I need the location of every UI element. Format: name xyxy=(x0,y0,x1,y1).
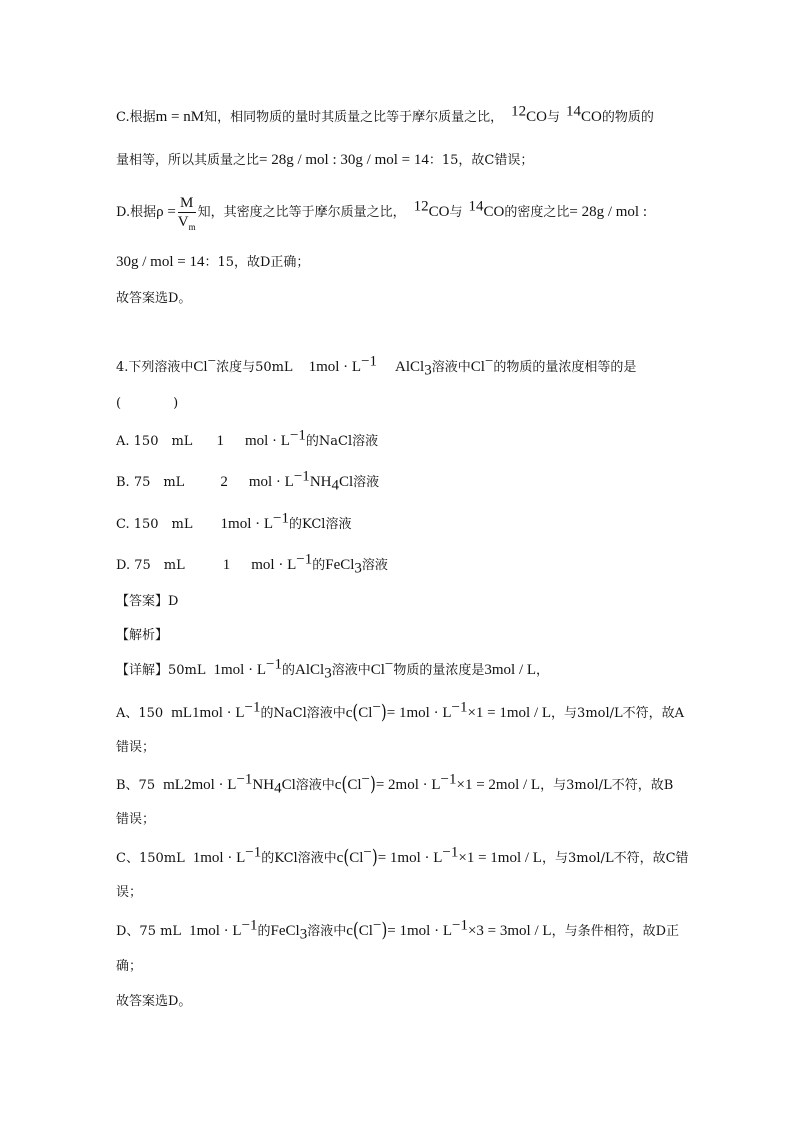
text: ，与3mol/L不符，故A xyxy=(551,706,685,721)
exponent: −1 xyxy=(296,551,313,568)
text: 的物质的量浓度相等的是 xyxy=(493,360,637,375)
text: A. 150 mL xyxy=(116,434,193,449)
formula: NH xyxy=(309,474,332,490)
detail-row-b-cont xyxy=(116,810,155,830)
formula: FeCl xyxy=(325,557,355,573)
text: 4.下列溶液中 xyxy=(116,360,194,375)
text: V xyxy=(177,214,189,230)
formula: Cl xyxy=(281,777,296,793)
formula: 1mol · L xyxy=(220,516,274,532)
answer-label: 【答案】D xyxy=(116,594,179,609)
formula: CO xyxy=(526,109,547,125)
section-d-line1 xyxy=(116,194,647,231)
density-fraction xyxy=(178,194,196,231)
option-d xyxy=(116,551,388,577)
formula: CO xyxy=(580,109,602,125)
text: 溶液 xyxy=(361,558,388,573)
text: 误； xyxy=(116,885,143,900)
charge: − xyxy=(484,353,494,370)
text: D、75 mL xyxy=(116,924,182,939)
text: C. 150 mL xyxy=(116,517,193,532)
text: 的KCl溶液 xyxy=(289,517,352,532)
text: 【详解】50mL xyxy=(116,663,206,678)
formula: ×3 = 3mol / L xyxy=(467,923,552,939)
formula: FeCl xyxy=(270,923,300,939)
formula: c xyxy=(346,923,353,939)
formula: Cl xyxy=(370,662,385,678)
text: 量相等，所以其质量之比 xyxy=(116,153,260,168)
text: ， xyxy=(536,663,550,678)
isotope-mark: 14 xyxy=(468,198,484,215)
formula: mol · L xyxy=(251,557,297,573)
formula: 30g / mol = 14 xyxy=(116,254,205,270)
text: B. 75 mL xyxy=(116,475,185,490)
analysis-line xyxy=(116,626,168,646)
text: 溶液中 xyxy=(431,360,471,375)
text: 的NaCl溶液中 xyxy=(260,706,346,721)
formula: ×1 = 1mol / L xyxy=(458,850,542,866)
right-paren: ) xyxy=(381,918,388,942)
text: ，与3mol/L不符，故C错 xyxy=(541,851,689,866)
formula: NH xyxy=(252,777,275,793)
detail-row-c-cont xyxy=(116,883,142,903)
subscript: 3 xyxy=(424,362,432,379)
text: ，与条件相符，故D正 xyxy=(551,924,679,939)
formula: = 2mol · L xyxy=(375,777,441,793)
text: D.根据 xyxy=(116,205,157,220)
detail-line xyxy=(116,656,550,682)
text: D. 75 mL xyxy=(116,558,185,573)
right-paren: ) xyxy=(380,700,387,724)
exponent: −1 xyxy=(289,427,306,444)
exponent: −1 xyxy=(244,699,261,716)
text: 物质的量浓度是 xyxy=(393,663,485,678)
formula: mol · L xyxy=(244,433,290,449)
answer-blank: ( ) xyxy=(116,396,179,411)
exponent: −1 xyxy=(241,917,258,934)
formula: 1 xyxy=(216,433,239,449)
option-b xyxy=(116,468,380,494)
final-answer xyxy=(116,992,191,1012)
detail-row-a-cont xyxy=(116,738,155,758)
section-c-line1 xyxy=(116,103,654,128)
text: 的物质的 xyxy=(601,110,654,125)
text: 故答案选D。 xyxy=(116,994,192,1009)
text: C、150mL xyxy=(116,851,185,866)
text: 的密度之比 xyxy=(504,205,570,220)
formula: mL1mol · L xyxy=(171,705,245,721)
text: 的KCl溶液中 xyxy=(261,851,337,866)
formula: ×1 = 2mol / L xyxy=(456,777,541,793)
answer-line xyxy=(116,592,178,612)
text: ：15，故D正确； xyxy=(204,255,310,270)
exponent: −1 xyxy=(451,699,468,716)
charge: − xyxy=(384,656,394,673)
formula: ×1 = 1mol / L xyxy=(467,705,552,721)
option-c xyxy=(116,510,352,535)
text: 浓度与50mL xyxy=(216,360,293,375)
formula: Cl xyxy=(358,923,373,939)
text: 故答案选D。 xyxy=(116,291,192,306)
text: 与 xyxy=(449,205,463,220)
denominator xyxy=(178,213,196,231)
formula: mL2mol · L xyxy=(163,777,237,793)
charge: − xyxy=(372,917,382,934)
left-paren: ( xyxy=(343,845,350,869)
text: 溶液中 xyxy=(295,778,335,793)
left-paren: ( xyxy=(341,772,348,796)
analysis-label: 【解析】 xyxy=(116,628,169,643)
formula: 1mol · L xyxy=(308,359,362,375)
formula: 1mol · L xyxy=(189,923,242,939)
formula: = 1mol · L xyxy=(377,850,443,866)
text: ，与3mol/L不符，故B xyxy=(540,778,674,793)
exponent: −1 xyxy=(440,771,457,788)
option-a xyxy=(116,427,379,452)
formula: 2 xyxy=(220,474,243,490)
formula: Cl xyxy=(358,705,373,721)
text: 溶液中 xyxy=(307,924,347,939)
exponent: −1 xyxy=(452,917,468,934)
text: 溶液 xyxy=(353,475,380,490)
text: 的NaCl溶液 xyxy=(305,434,379,449)
right-paren: ) xyxy=(371,845,378,869)
formula: AlCl xyxy=(295,662,325,678)
section-d-answer xyxy=(116,289,191,309)
formula: Cl xyxy=(338,474,354,490)
subscript: 4 xyxy=(274,780,282,797)
isotope-mark: 12 xyxy=(511,103,527,120)
text: C.根据 xyxy=(116,110,156,125)
formula: CO xyxy=(483,204,505,220)
formula: c xyxy=(345,705,353,721)
exponent: −1 xyxy=(273,510,289,527)
text: 的 xyxy=(312,558,326,573)
subscript: m xyxy=(188,222,196,232)
detail-row-b xyxy=(116,771,674,797)
formula: mol · L xyxy=(248,474,294,490)
formula: m = nM xyxy=(155,109,205,125)
section-c-line2 xyxy=(116,150,533,171)
question-4-paren xyxy=(116,394,178,414)
isotope-mark: 12 xyxy=(413,198,429,215)
charge: − xyxy=(207,353,217,370)
subscript: 3 xyxy=(299,926,308,943)
section-d-line2 xyxy=(116,252,309,273)
question-4 xyxy=(116,353,637,379)
text: 错误； xyxy=(116,812,156,827)
charge: − xyxy=(372,699,381,716)
subscript: 4 xyxy=(331,477,339,494)
formula: CO xyxy=(428,204,450,220)
formula: = 28g / mol : 30g / mol = 14 xyxy=(259,152,429,168)
text: 与 xyxy=(546,110,560,125)
detail-row-c xyxy=(116,844,689,869)
formula: 1mol · L xyxy=(213,662,267,678)
formula: = 28g / mol : xyxy=(569,204,648,220)
formula: 1 xyxy=(222,557,246,573)
formula: Cl xyxy=(347,777,362,793)
text: A、150 xyxy=(116,706,164,721)
formula: Cl xyxy=(470,359,485,375)
formula: = 1mol · L xyxy=(387,923,452,939)
detail-row-d xyxy=(116,917,679,943)
exponent: −1 xyxy=(266,656,282,673)
text: 错误； xyxy=(116,740,156,755)
exponent: −1 xyxy=(245,844,262,861)
text: ：15，故C错误； xyxy=(428,153,534,168)
exponent: −1 xyxy=(361,353,378,370)
text: 的 xyxy=(257,924,271,939)
text: B、75 xyxy=(116,778,156,793)
formula: Cl xyxy=(193,359,208,375)
formula: = 1mol · L xyxy=(386,705,452,721)
formula: c xyxy=(334,777,342,793)
formula: 1mol · L xyxy=(192,850,246,866)
text: 溶液中 xyxy=(331,663,371,678)
text: 知，相同物质的量时其质量之比等于摩尔质量之比， xyxy=(204,110,504,125)
subscript: 3 xyxy=(354,560,362,577)
formula: ρ = xyxy=(156,204,176,220)
formula: AlCl xyxy=(395,359,425,375)
charge: − xyxy=(361,771,370,788)
formula: c xyxy=(336,850,344,866)
right-paren: ) xyxy=(369,772,376,796)
detail-row-a xyxy=(116,699,685,724)
detail-row-d-cont xyxy=(116,957,142,977)
charge: − xyxy=(363,844,372,861)
left-paren: ( xyxy=(352,700,359,724)
text: 的 xyxy=(281,663,295,678)
formula: 3mol / L xyxy=(484,662,537,678)
exponent: −1 xyxy=(293,468,310,485)
text: 知，其密度之比等于摩尔质量之比， xyxy=(197,205,406,220)
exponent: −1 xyxy=(236,771,253,788)
left-paren: ( xyxy=(352,918,359,942)
isotope-mark: 14 xyxy=(565,103,581,120)
text: 确； xyxy=(116,959,143,974)
numerator: M xyxy=(180,195,194,211)
formula: Cl xyxy=(349,850,364,866)
exponent: −1 xyxy=(442,844,459,861)
subscript: 3 xyxy=(324,665,332,682)
